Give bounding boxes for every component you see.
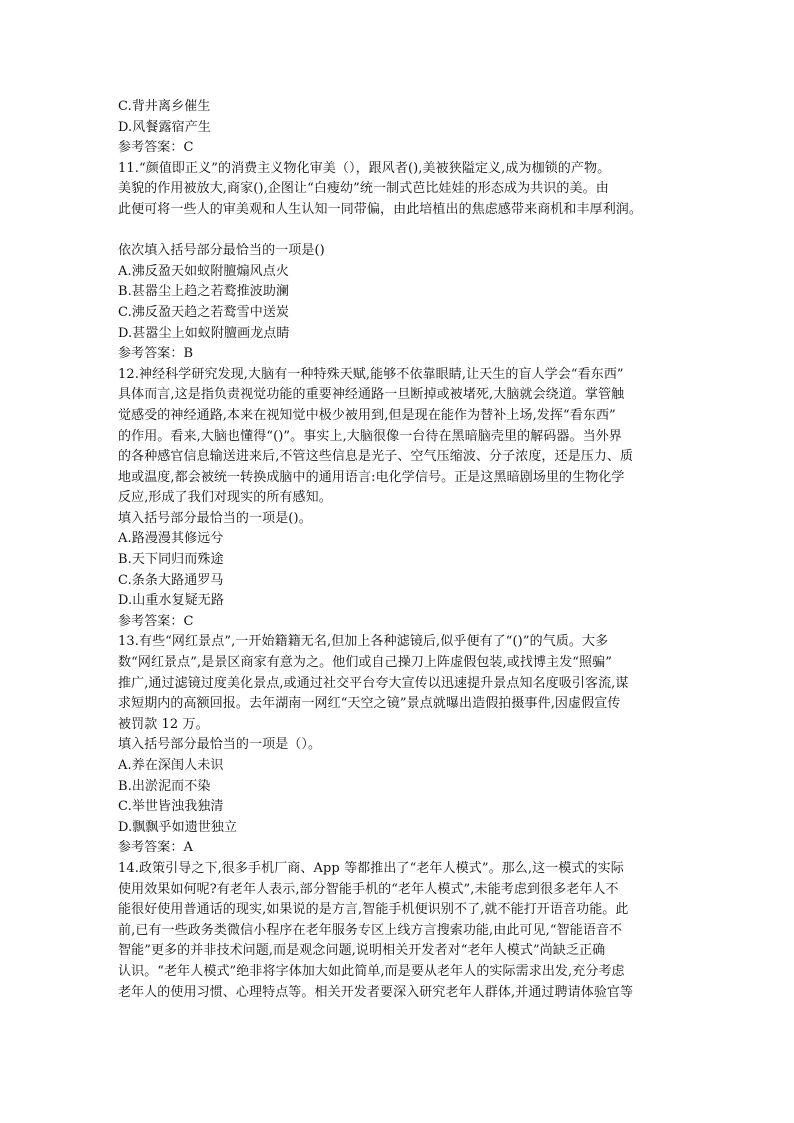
answer-line: 参考答案：C <box>118 613 194 629</box>
option-b: B.甚嚣尘上趋之若鹜推波助澜 <box>118 284 290 300</box>
question-14-line: 老年人的使用习惯、心理特点等。相关开发者要深入研究老年人群体,并通过聘请体验官等 <box>118 984 634 1000</box>
option-b: B.天下同归而殊途 <box>118 552 224 568</box>
option-c: C.条条大路通罗马 <box>118 572 224 588</box>
question-11-line: 美貌的作用被放大,商家(),企图让“白瘦幼”统一制式芭比娃娃的形态成为共识的美。由 <box>118 181 609 197</box>
option-d: D.风餐露宿产生 <box>118 119 211 135</box>
question-13-line: 数“网红景点”,是景区商家有意为之。他们或自己操刀上阵虚假包装,或找博主发“照骗” <box>118 655 612 671</box>
question-11-line: 11.“颜值即正义”的消费主义物化审美（），跟风者(),美被狭隘定义,成为枷锁的产物。 <box>118 160 611 176</box>
question-prompt: 填入括号部分最恰当的一项是（）。 <box>118 737 322 753</box>
option-a: A.养在深闺人未识 <box>118 758 224 773</box>
answer-line: 参考答案：A <box>118 840 193 856</box>
document-body <box>118 97 678 1003</box>
answer-line: 参考答案：C <box>118 140 194 156</box>
question-14-line: 14.政策引导之下,很多手机厂商、App 等都推出了“老年人模式”。那么,这一模式的实际 <box>118 860 624 876</box>
question-12-line: 觉感受的神经通路,本来在视知觉中极少被用到,但是现在能作为替补上场,发挥“看东西” <box>118 407 616 423</box>
question-14-line: 使用效果如何呢?有老年人表示,部分智能手机的“老年人模式”,未能考虑到很多老年人不 <box>118 881 619 897</box>
question-14-line: 智能”更多的并非技术问题,而是观念问题,说明相关开发者对“老年人模式”尚缺乏正确 <box>118 943 606 959</box>
question-11-line: 此便可将一些人的审美观和人生认知一同带偏，由此培植出的焦虑感带来商机和丰厚利润。 <box>118 201 643 217</box>
option-c: C.沸反盈天趋之若鹜雪中送炭 <box>118 304 290 320</box>
option-a: A.路漫漫其修远兮 <box>118 531 224 547</box>
option-a: A.沸反盈天如蚁附膻煽风点火 <box>118 263 289 279</box>
question-prompt: 填入括号部分最恰当的一项是()。 <box>118 510 312 526</box>
option-d: D.飘飘乎如遗世独立 <box>118 819 238 835</box>
question-13-line: 13.有些“网红景点”,一开始籍籍无名,但加上各种滤镜后,似乎便有了“()”的气质。大多 <box>118 634 609 650</box>
question-13-line: 被罚款 12 万。 <box>118 716 209 732</box>
blank-line <box>118 221 678 242</box>
question-13-line: 推广,通过滤镜过度美化景点,或通过社交平台夸大宣传以迅速提升景点知名度吸引客流,谋 <box>118 675 629 691</box>
option-c: C.背井离乡催生 <box>118 99 211 114</box>
question-12-line: 的各种感官信息输送进来后,不管这些信息是光子、空气压缩波、分子浓度，还是压力、质 <box>118 449 634 465</box>
question-12-line: 地或温度,都会被统一转换成脑中的通用语言:电化学信号。正是这黑暗剧场里的生物化学 <box>118 469 625 485</box>
question-12-line: 反应,形成了我们对现实的所有感知。 <box>118 490 332 506</box>
answer-line: 参考答案：B <box>118 346 194 362</box>
option-d: D.山重水复疑无路 <box>118 593 224 609</box>
question-14-line: 认识。“老年人模式”绝非将字体加大如此简单,而是要从老年人的实际需求出发,充分考虑 <box>118 963 625 979</box>
question-12-line: 12.神经科学研究发现,大脑有一种特殊天赋,能够不依靠眼睛,让天生的盲人学会“看东西” <box>118 366 624 382</box>
question-prompt: 依次填入括号部分最恰当的一项是() <box>118 243 325 259</box>
question-14-line: 前,已有一些政务类微信小程序在老年服务专区上线方言搜索功能,由此可见,“智能语音不 <box>118 922 623 938</box>
option-c: C.举世皆浊我独清 <box>118 799 224 815</box>
option-b: B.出淤泥而不染 <box>118 778 211 794</box>
question-14-line: 能很好使用普通话的现实,如果说的是方言,智能手机便识别不了,就不能打开语音功能。此 <box>118 902 629 918</box>
option-d: D.甚嚣尘上如蚁附膻画龙点睛 <box>118 325 290 341</box>
question-13-line: 求短期内的高额回报。去年湖南一网红“天空之镜”景点就曝出造假拍摄事件,因虚假宣传 <box>118 696 621 712</box>
question-12-line: 具体而言,这是指负责视觉功能的重要神经通路一旦断掉或被堵死,大脑就会绕道。掌管触 <box>118 387 625 403</box>
question-12-line: 的作用。看来,大脑也懂得“()”。事实上,大脑很像一台待在黑暗脑壳里的解码器。当外界 <box>118 428 622 444</box>
